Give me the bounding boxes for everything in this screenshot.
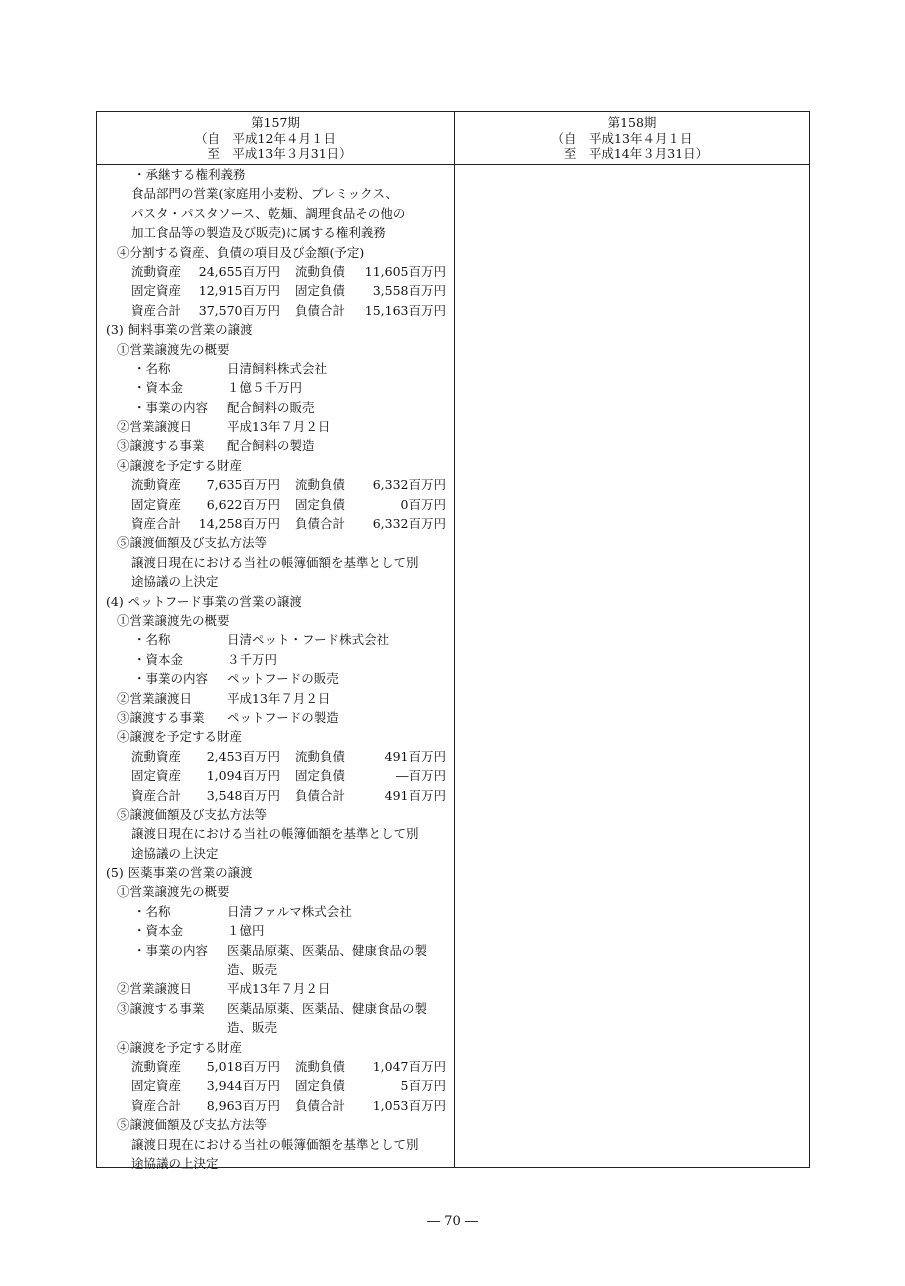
- item-value: ペットフードの製造: [227, 709, 339, 725]
- item-value: 平成13年７月２日: [227, 690, 331, 706]
- item-label: ③譲渡する事業: [117, 438, 205, 454]
- period-157-from: （自 平成12年４月１日: [195, 130, 336, 146]
- asset-label: 固定資産: [131, 496, 182, 512]
- text-line: [97, 921, 454, 940]
- text-content: 食品部門の営業(家庭用小麦粉、プレミックス、: [131, 186, 398, 202]
- asset-label: 流動資産: [131, 1058, 182, 1074]
- item-label: ③譲渡する事業: [117, 1000, 205, 1016]
- text-content: パスタ・パスタソース、乾麺、調理食品その他の: [131, 205, 406, 221]
- text-content: 加工食品等の製造及び販売)に属する権利義務: [131, 225, 386, 241]
- asset-label: 固定資産: [131, 1078, 182, 1094]
- text-line: [97, 727, 454, 746]
- asset-label: 固定資産: [131, 768, 182, 784]
- item-value: 造、販売: [227, 1020, 278, 1036]
- asset-value: 37,570百万円: [198, 302, 280, 318]
- item-label: ②営業譲渡日: [117, 690, 193, 706]
- liability-label: 流動負債: [295, 748, 346, 764]
- asset-value: 7,635百万円: [206, 477, 280, 493]
- item-value: １億５千万円: [227, 380, 303, 396]
- asset-value: 2,453百万円: [206, 748, 280, 764]
- text-content: ④譲渡を予定する財産: [117, 729, 243, 745]
- asset-label: 資産合計: [131, 302, 182, 318]
- text-line: [97, 1076, 454, 1095]
- text-line: [97, 436, 454, 455]
- text-line: [97, 863, 454, 882]
- item-label: ・事業の内容: [133, 671, 209, 687]
- text-content: (5) 医薬事業の営業の譲渡: [106, 865, 253, 881]
- text-content: ⑤譲渡価額及び支払方法等: [117, 535, 268, 551]
- item-value: ペットフードの販売: [227, 671, 339, 687]
- text-line: [97, 1096, 454, 1115]
- text-content: (3) 飼料事業の営業の譲渡: [106, 322, 253, 338]
- period-157-to: 至 平成13年３月31日）: [207, 146, 352, 161]
- liability-label: 固定負債: [295, 1078, 346, 1094]
- text-content: (4) ペットフード事業の営業の譲渡: [106, 593, 302, 609]
- text-line: [97, 572, 454, 591]
- text-content: ④分割する資産、負債の項目及び金額(予定): [117, 244, 365, 260]
- asset-label: 固定資産: [131, 283, 182, 299]
- text-line: [97, 184, 454, 203]
- item-label: ③譲渡する事業: [117, 709, 205, 725]
- asset-value: 12,915百万円: [198, 283, 280, 299]
- text-line: [97, 495, 454, 514]
- item-value: 医薬品原薬、医薬品、健康食品の製: [227, 1000, 428, 1016]
- text-line: [97, 960, 454, 979]
- text-content: ④譲渡を予定する財産: [117, 1039, 243, 1055]
- asset-label: 流動資産: [131, 263, 182, 279]
- asset-value: 8,963百万円: [206, 1097, 280, 1113]
- liability-value: 11,605百万円: [364, 263, 446, 279]
- text-line: [97, 378, 454, 397]
- text-line: [97, 592, 454, 611]
- asset-value: 5,018百万円: [206, 1058, 280, 1074]
- text-line: [97, 359, 454, 378]
- item-label: ②営業譲渡日: [117, 419, 193, 435]
- text-line: [97, 281, 454, 300]
- text-line: [97, 204, 454, 223]
- text-line: [97, 882, 454, 901]
- period-158-label: 第158期: [607, 115, 657, 130]
- text-line: [97, 747, 454, 766]
- asset-value: 3,944百万円: [206, 1078, 280, 1094]
- liability-value: 6,332百万円: [372, 477, 446, 493]
- text-line: [97, 533, 454, 552]
- asset-value: 14,258百万円: [198, 516, 280, 532]
- liability-label: 流動負債: [295, 1058, 346, 1074]
- text-line: [97, 1115, 454, 1134]
- asset-label: 流動資産: [131, 748, 182, 764]
- text-line: [97, 630, 454, 649]
- item-value: 日清ファルマ株式会社: [227, 903, 352, 919]
- asset-label: 流動資産: [131, 477, 182, 493]
- asset-label: 資産合計: [131, 1097, 182, 1113]
- item-value: 日清飼料株式会社: [227, 360, 328, 376]
- text-line: [97, 766, 454, 785]
- text-content: 途協議の上決定: [131, 845, 219, 861]
- text-line: [97, 1057, 454, 1076]
- text-line: [97, 1154, 454, 1173]
- item-label: ②営業譲渡日: [117, 981, 193, 997]
- item-label: ・名称: [133, 360, 171, 376]
- asset-label: 資産合計: [131, 516, 182, 532]
- period-157-label: 第157期: [251, 115, 300, 130]
- item-value: １億円: [227, 923, 265, 939]
- text-line: [97, 941, 454, 960]
- text-content: 譲渡日現在における当社の帳簿価額を基準として別: [131, 1136, 419, 1152]
- header-period-158: [455, 115, 809, 163]
- liability-value: 15,163百万円: [364, 302, 446, 318]
- item-label: ・資本金: [133, 923, 184, 939]
- text-line: [97, 301, 454, 320]
- item-value: 配合飼料の製造: [227, 438, 315, 454]
- liability-value: 3,558百万円: [372, 283, 446, 299]
- asset-value: 24,655百万円: [198, 263, 280, 279]
- text-content: ①営業譲渡先の概要: [117, 341, 230, 357]
- text-line: [97, 340, 454, 359]
- item-value: 平成13年７月２日: [227, 981, 331, 997]
- liability-value: 491百万円: [384, 787, 446, 803]
- text-line: [97, 708, 454, 727]
- text-line: [97, 824, 454, 843]
- liability-label: 流動負債: [295, 477, 346, 493]
- period-157-body: [97, 165, 454, 1173]
- text-line: [97, 611, 454, 630]
- text-line: [97, 1038, 454, 1057]
- item-value: 配合飼料の販売: [227, 399, 315, 415]
- text-line: [97, 456, 454, 475]
- liability-label: 負債合計: [295, 516, 346, 532]
- text-line: [97, 650, 454, 669]
- liability-value: ―百万円: [395, 768, 446, 784]
- liability-label: 負債合計: [295, 787, 346, 803]
- liability-label: 固定負債: [295, 768, 346, 784]
- item-value: 平成13年７月２日: [227, 419, 331, 435]
- text-line: [97, 475, 454, 494]
- text-line: [97, 417, 454, 436]
- liability-label: 固定負債: [295, 283, 346, 299]
- text-line: [97, 223, 454, 242]
- item-value: ３千万円: [227, 651, 278, 667]
- text-content: 途協議の上決定: [131, 574, 219, 590]
- text-line: [97, 262, 454, 281]
- text-line: [97, 979, 454, 998]
- text-line: [97, 805, 454, 824]
- column-divider: [454, 112, 455, 1167]
- item-value: 造、販売: [227, 962, 278, 978]
- asset-value: 6,622百万円: [206, 496, 280, 512]
- item-label: ・名称: [133, 903, 171, 919]
- liability-value: 6,332百万円: [372, 516, 446, 532]
- header-period-157: [97, 115, 454, 163]
- liability-label: 流動負債: [295, 263, 346, 279]
- text-line: [97, 514, 454, 533]
- page-number: ― 70 ―: [427, 1214, 478, 1229]
- item-label: ・資本金: [133, 651, 184, 667]
- text-line: [97, 999, 454, 1018]
- text-content: ④譲渡を予定する財産: [117, 457, 243, 473]
- liability-value: 1,047百万円: [372, 1058, 446, 1074]
- text-content: ⑤譲渡価額及び支払方法等: [117, 1117, 268, 1133]
- item-label: ・事業の内容: [133, 399, 209, 415]
- item-value: 日清ペット・フード株式会社: [227, 632, 390, 648]
- item-label: ・名称: [133, 632, 171, 648]
- liability-value: 1,053百万円: [372, 1097, 446, 1113]
- item-label: ・事業の内容: [133, 942, 209, 958]
- text-line: [97, 689, 454, 708]
- asset-value: 3,548百万円: [206, 787, 280, 803]
- text-line: [97, 786, 454, 805]
- text-line: [97, 669, 454, 688]
- text-line: [97, 902, 454, 921]
- text-line: [97, 320, 454, 339]
- text-content: 譲渡日現在における当社の帳簿価額を基準として別: [131, 826, 419, 842]
- liability-value: 5百万円: [400, 1078, 446, 1094]
- period-158-to: 至 平成14年３月31日）: [563, 146, 709, 161]
- asset-label: 資産合計: [131, 787, 182, 803]
- text-content: 途協議の上決定: [131, 1155, 219, 1171]
- liability-label: 負債合計: [295, 1097, 346, 1113]
- item-value: 医薬品原薬、医薬品、健康食品の製: [227, 942, 428, 958]
- text-content: ・承継する権利義務: [133, 167, 246, 182]
- comparison-table: [96, 111, 810, 1171]
- text-content: ①営業譲渡先の概要: [117, 612, 230, 628]
- text-line: [97, 553, 454, 572]
- text-line: [97, 398, 454, 417]
- asset-value: 1,094百万円: [206, 768, 280, 784]
- text-line: [97, 844, 454, 863]
- text-line: [97, 165, 454, 184]
- liability-label: 負債合計: [295, 302, 346, 318]
- liability-value: 491百万円: [384, 748, 446, 764]
- text-content: 譲渡日現在における当社の帳簿価額を基準として別: [131, 554, 419, 570]
- text-content: ⑤譲渡価額及び支払方法等: [117, 806, 268, 822]
- period-158-from: （自 平成13年４月１日: [551, 130, 693, 146]
- text-content: ①営業譲渡先の概要: [117, 884, 230, 900]
- text-line: [97, 243, 454, 262]
- liability-value: 0百万円: [400, 496, 446, 512]
- item-label: ・資本金: [133, 380, 184, 396]
- text-line: [97, 1135, 454, 1154]
- liability-label: 固定負債: [295, 496, 346, 512]
- text-line: [97, 1018, 454, 1037]
